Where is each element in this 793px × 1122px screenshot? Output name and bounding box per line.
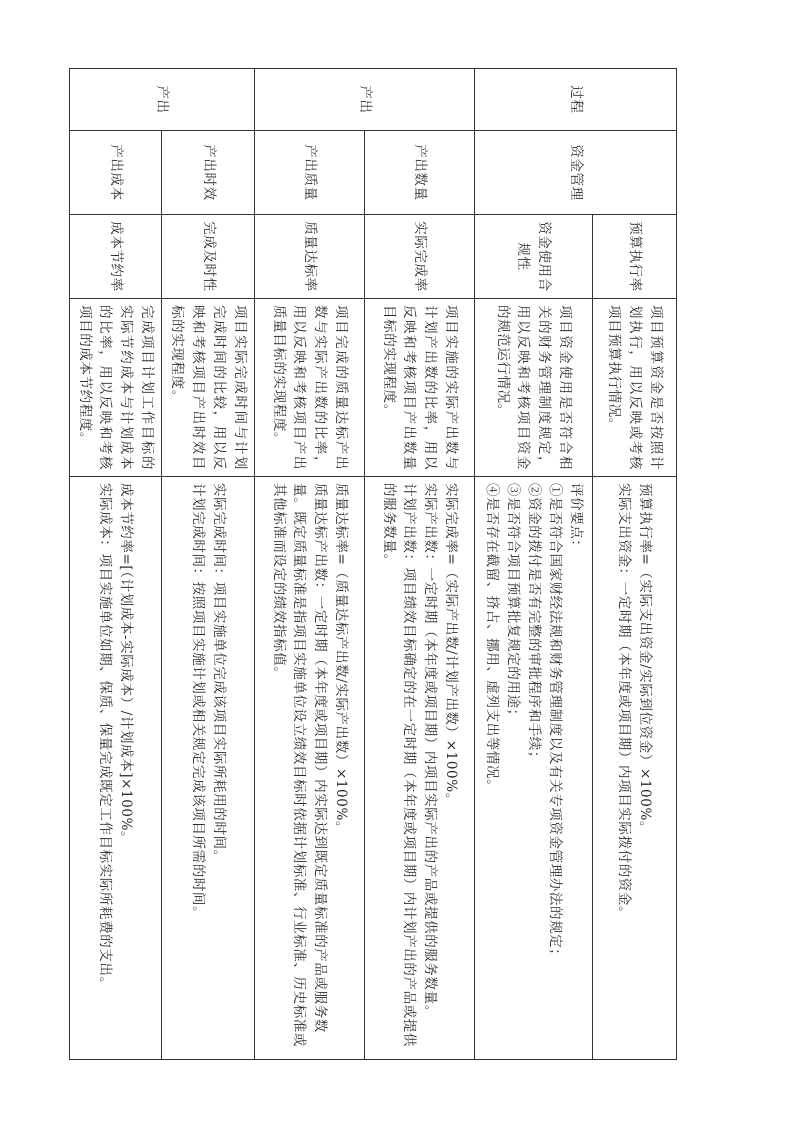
criteria-line: ③是否符合项目预算批复规定的用途； (505, 483, 522, 723)
explanation-text: 完成项目计划工作目标的实际节约成本与计划成本的比率，用以反映和考核项目的成本节约程度。 (76, 305, 156, 470)
indicator-cell (255, 215, 365, 299)
indicator-cell (69, 215, 162, 299)
criteria-line: 实际完成率=（实际产出数/计划产出数）×100%。 (443, 483, 460, 807)
criteria-line: ②资金的拨付是否有完整的审批程序和手续； (525, 483, 542, 765)
indicator-label: 完成及时性 (200, 221, 217, 292)
explanation-text: 项目实际完成时间与计划完成时间的比较，用以反映和考核项目产出时效目标的实现程度。 (169, 305, 248, 470)
criteria-line: 评价要点： (567, 483, 584, 554)
criteria-line: ①是否符合国家财经法规和财务管理制度以及有关专项资金管理办法的规定； (546, 483, 563, 963)
explanation-cell (593, 299, 677, 477)
level2-output-cost-cell (69, 131, 162, 215)
level2-fund-mgmt-cell (475, 131, 677, 215)
criteria-cell (365, 477, 475, 1060)
indicator-label: 质量达标率 (301, 221, 318, 292)
criteria-line: 实际支出资金：一定时期（本年度或项目期）内项目实际拨付的资金。 (616, 483, 633, 921)
criteria-cell (162, 477, 255, 1060)
table-row (162, 69, 255, 1060)
criteria-cell (475, 477, 593, 1060)
indicator-cell (365, 215, 475, 299)
level2-label: 产出数量 (411, 144, 428, 201)
evaluation-indicator-table (69, 68, 677, 1060)
criteria-line: 实际成本：项目实施单位如期、保质、保量完成既定工作目标实际所耗费的支出。 (97, 483, 114, 991)
criteria-line: 成本节约率=[（计划成本-实际成本）/计划成本]×100%。 (118, 483, 135, 846)
criteria-line: 计划产出数：项目绩效目标确定的在一定时期（本年度或项目期）内计划产出的产品或提供的服务数量。 (380, 483, 418, 1047)
table-row (593, 69, 677, 1060)
explanation-cell (255, 299, 365, 477)
indicator-cell (475, 215, 593, 299)
level1-label: 过程 (567, 85, 584, 114)
level2-output-quantity-cell (365, 131, 475, 215)
criteria-line: 实际产出数：一定时期（本年度或项目期）内项目实际产出的产品或提供的服务数量。 (422, 483, 439, 1019)
level2-label: 产出时效 (200, 144, 217, 201)
indicator-label: 成本节约率 (107, 221, 124, 292)
table-row (69, 69, 162, 1060)
criteria-line: 质量达标产出数：一定时期（本年度或项目期）内实际达到既定质量标准的产品或服务数量。既定质量标准是指项目实施单位设立绩效目标时依据计划标准、行业标准、历史标准或其他标准而设定的绩效指标值。 (270, 483, 329, 1047)
criteria-line: 计划完成时间：按照项目实施计划或相关规定完成该项目所需的时间。 (190, 483, 207, 921)
explanation-text: 项目资金使用是否符合相关的财务管理制度规定，用以反映和考核项目资金的规范运行情况。 (494, 305, 574, 470)
indicator-label: 资金使用合规性 (515, 221, 553, 292)
level2-label: 资金管理 (567, 144, 584, 201)
indicator-cell (593, 215, 677, 299)
indicator-label: 实际完成率 (411, 221, 428, 292)
level2-output-quality-cell (255, 131, 365, 215)
table-row (475, 69, 593, 1060)
criteria-line: 质量达标率=（质量达标产出数/实际产出数）×100%。 (333, 483, 350, 835)
explanation-cell (69, 299, 162, 477)
criteria-cell (255, 477, 365, 1060)
indicator-cell (162, 215, 255, 299)
level2-label: 产出质量 (301, 144, 318, 201)
level2-label: 产出成本 (107, 144, 124, 201)
explanation-cell (475, 299, 593, 477)
criteria-line: 预算执行率=（实际支出资金/实际到位资金）×100%。 (637, 483, 654, 835)
explanation-text: 项目完成的质量达标产出数与实际产出数的比率，用以反映和考核项目产出质量目标的实现程度。 (270, 305, 350, 470)
rotated-page (76, 68, 677, 1059)
level1-output-cell (69, 69, 254, 131)
table-row (365, 69, 475, 1060)
criteria-cell (69, 477, 162, 1060)
level1-label: 产出 (154, 85, 171, 114)
explanation-text: 项目预算资金是否按照计划执行，用以反映或考核项目预算执行情况。 (606, 305, 664, 470)
level2-output-timeliness-cell (162, 131, 255, 215)
criteria-line: 实际完成时间：项目实施单位完成该项目实际所耗用的时间。 (211, 483, 228, 864)
criteria-cell (593, 477, 677, 1060)
criteria-line: ④是否存在截留、挤占、挪用、虚列支出等情况。 (484, 483, 501, 794)
level1-output-cell (255, 69, 475, 131)
explanation-cell (365, 299, 475, 477)
table-row (255, 69, 365, 1060)
indicator-label: 预算执行率 (626, 221, 643, 292)
explanation-cell (162, 299, 255, 477)
level1-process-cell (475, 69, 677, 131)
level1-label: 产出 (356, 85, 373, 114)
explanation-text: 项目实施的实际产出数与计划产出数的比率，用以反映和考核项目产出数量目标的实现程度。 (380, 305, 460, 470)
